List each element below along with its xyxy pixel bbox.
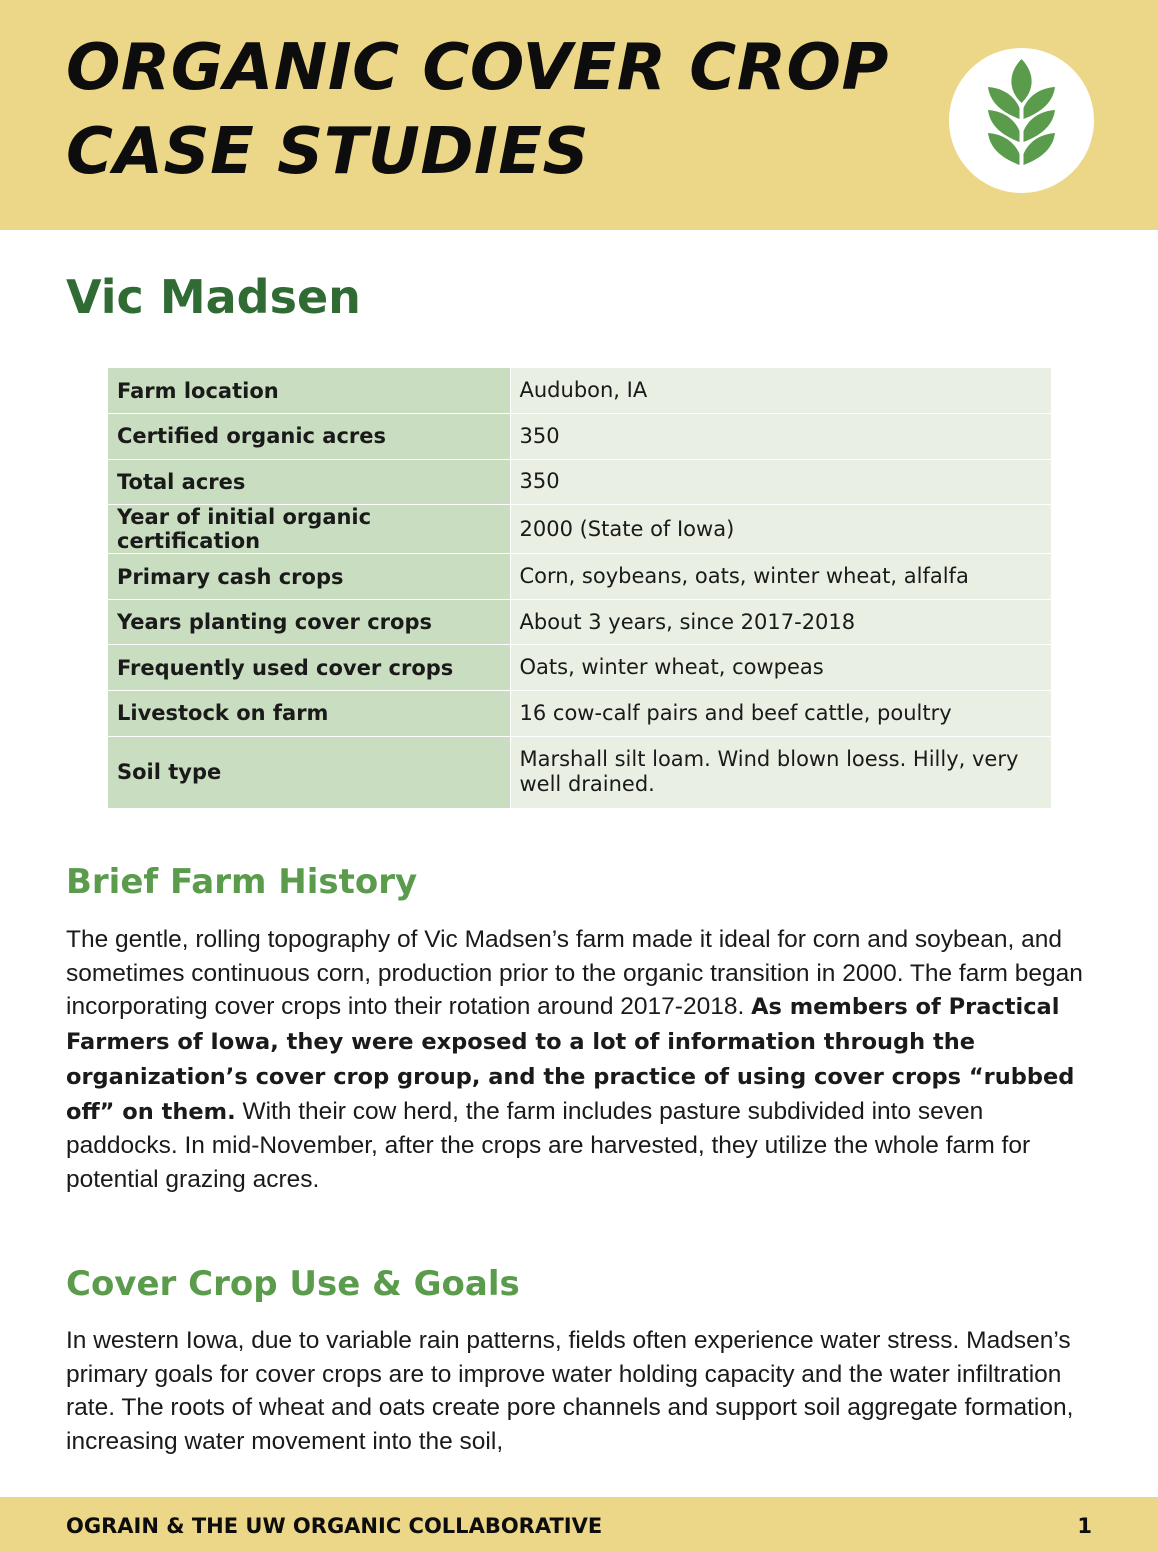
fact-value: 350: [510, 459, 1051, 505]
fact-label: Year of initial organic certification: [108, 505, 510, 554]
fact-label: Soil type: [108, 736, 510, 808]
fact-label: Primary cash crops: [108, 554, 510, 600]
farm-facts-table: [108, 368, 1051, 809]
fact-label: Farm location: [108, 368, 510, 414]
fact-value: Oats, winter wheat, cowpeas: [510, 645, 1051, 691]
fact-value: 16 cow-calf pairs and beef cattle, poultry: [510, 691, 1051, 737]
table-row: [108, 459, 1051, 505]
fact-label: Certified organic acres: [108, 414, 510, 460]
farmer-name: Vic Madsen: [66, 270, 361, 324]
wheat-sprout-icon: [949, 48, 1094, 193]
fact-value: 350: [510, 414, 1051, 460]
table-row: [108, 599, 1051, 645]
table-row: [108, 736, 1051, 808]
table-row: [108, 645, 1051, 691]
fact-value: 2000 (State of Iowa): [510, 505, 1051, 554]
cover-crop-goals-paragraph: In western Iowa, due to variable rain patterns, fields often experience water stress. Madsen’s primary goals for cover crops are to improve water holding capacity and the water infiltration rate. The roots of wheat and oats create pore channels and support soil aggregate formation, increasing water movement into the soil,: [66, 1327, 1074, 1456]
fact-value: Marshall silt loam. Wind blown loess. Hilly, very well drained.: [510, 736, 1051, 808]
fact-label: Years planting cover crops: [108, 599, 510, 645]
table-row: [108, 368, 1051, 414]
fact-label: Total acres: [108, 459, 510, 505]
history-text-end: With their cow herd, the farm includes pasture subdivided into seven paddocks. In mid-November, after the crops are harvested, they utilize the whole farm for potential grazing acres.: [66, 1097, 1031, 1193]
fact-value: Corn, soybeans, oats, winter wheat, alfalfa: [510, 554, 1051, 600]
history-text-start: The gentle, rolling topography of Vic Madsen’s farm made it ideal for corn and soybean, and sometimes continuous corn, production prior to the organic transition in 2000. The farm began incorporating cover crops into their rotation around 2017-2018.: [66, 926, 1083, 1021]
fact-value: About 3 years, since 2017-2018: [510, 599, 1051, 645]
title-line-2: CASE STUDIES: [66, 115, 590, 189]
page-footer: [0, 1497, 1158, 1552]
table-row: [108, 554, 1051, 600]
cover-crop-goals-heading: Cover Crop Use & Goals: [66, 1264, 520, 1304]
fact-label: Livestock on farm: [108, 691, 510, 737]
fact-value: Audubon, IA: [510, 368, 1051, 414]
history-text-highlight: As members of Practical Farmers of Iowa, they were exposed to a lot of information through the organization’s cover crop group, and the practice of using cover crops “rubbed off” on them.: [66, 994, 1075, 1125]
farm-history-paragraph: [66, 923, 1096, 1197]
fact-label: Frequently used cover crops: [108, 645, 510, 691]
table-row: [108, 414, 1051, 460]
title-line-1: ORGANIC COVER CROP: [66, 31, 889, 105]
table-row: [108, 505, 1051, 554]
document-title: [66, 26, 946, 194]
footer-organization: OGRAIN & THE UW ORGANIC COLLABORATIVE: [66, 1514, 603, 1538]
table-row: [108, 691, 1051, 737]
page-number: 1: [1077, 1514, 1092, 1538]
farm-history-heading: Brief Farm History: [66, 862, 418, 902]
page-header: [0, 0, 1158, 230]
